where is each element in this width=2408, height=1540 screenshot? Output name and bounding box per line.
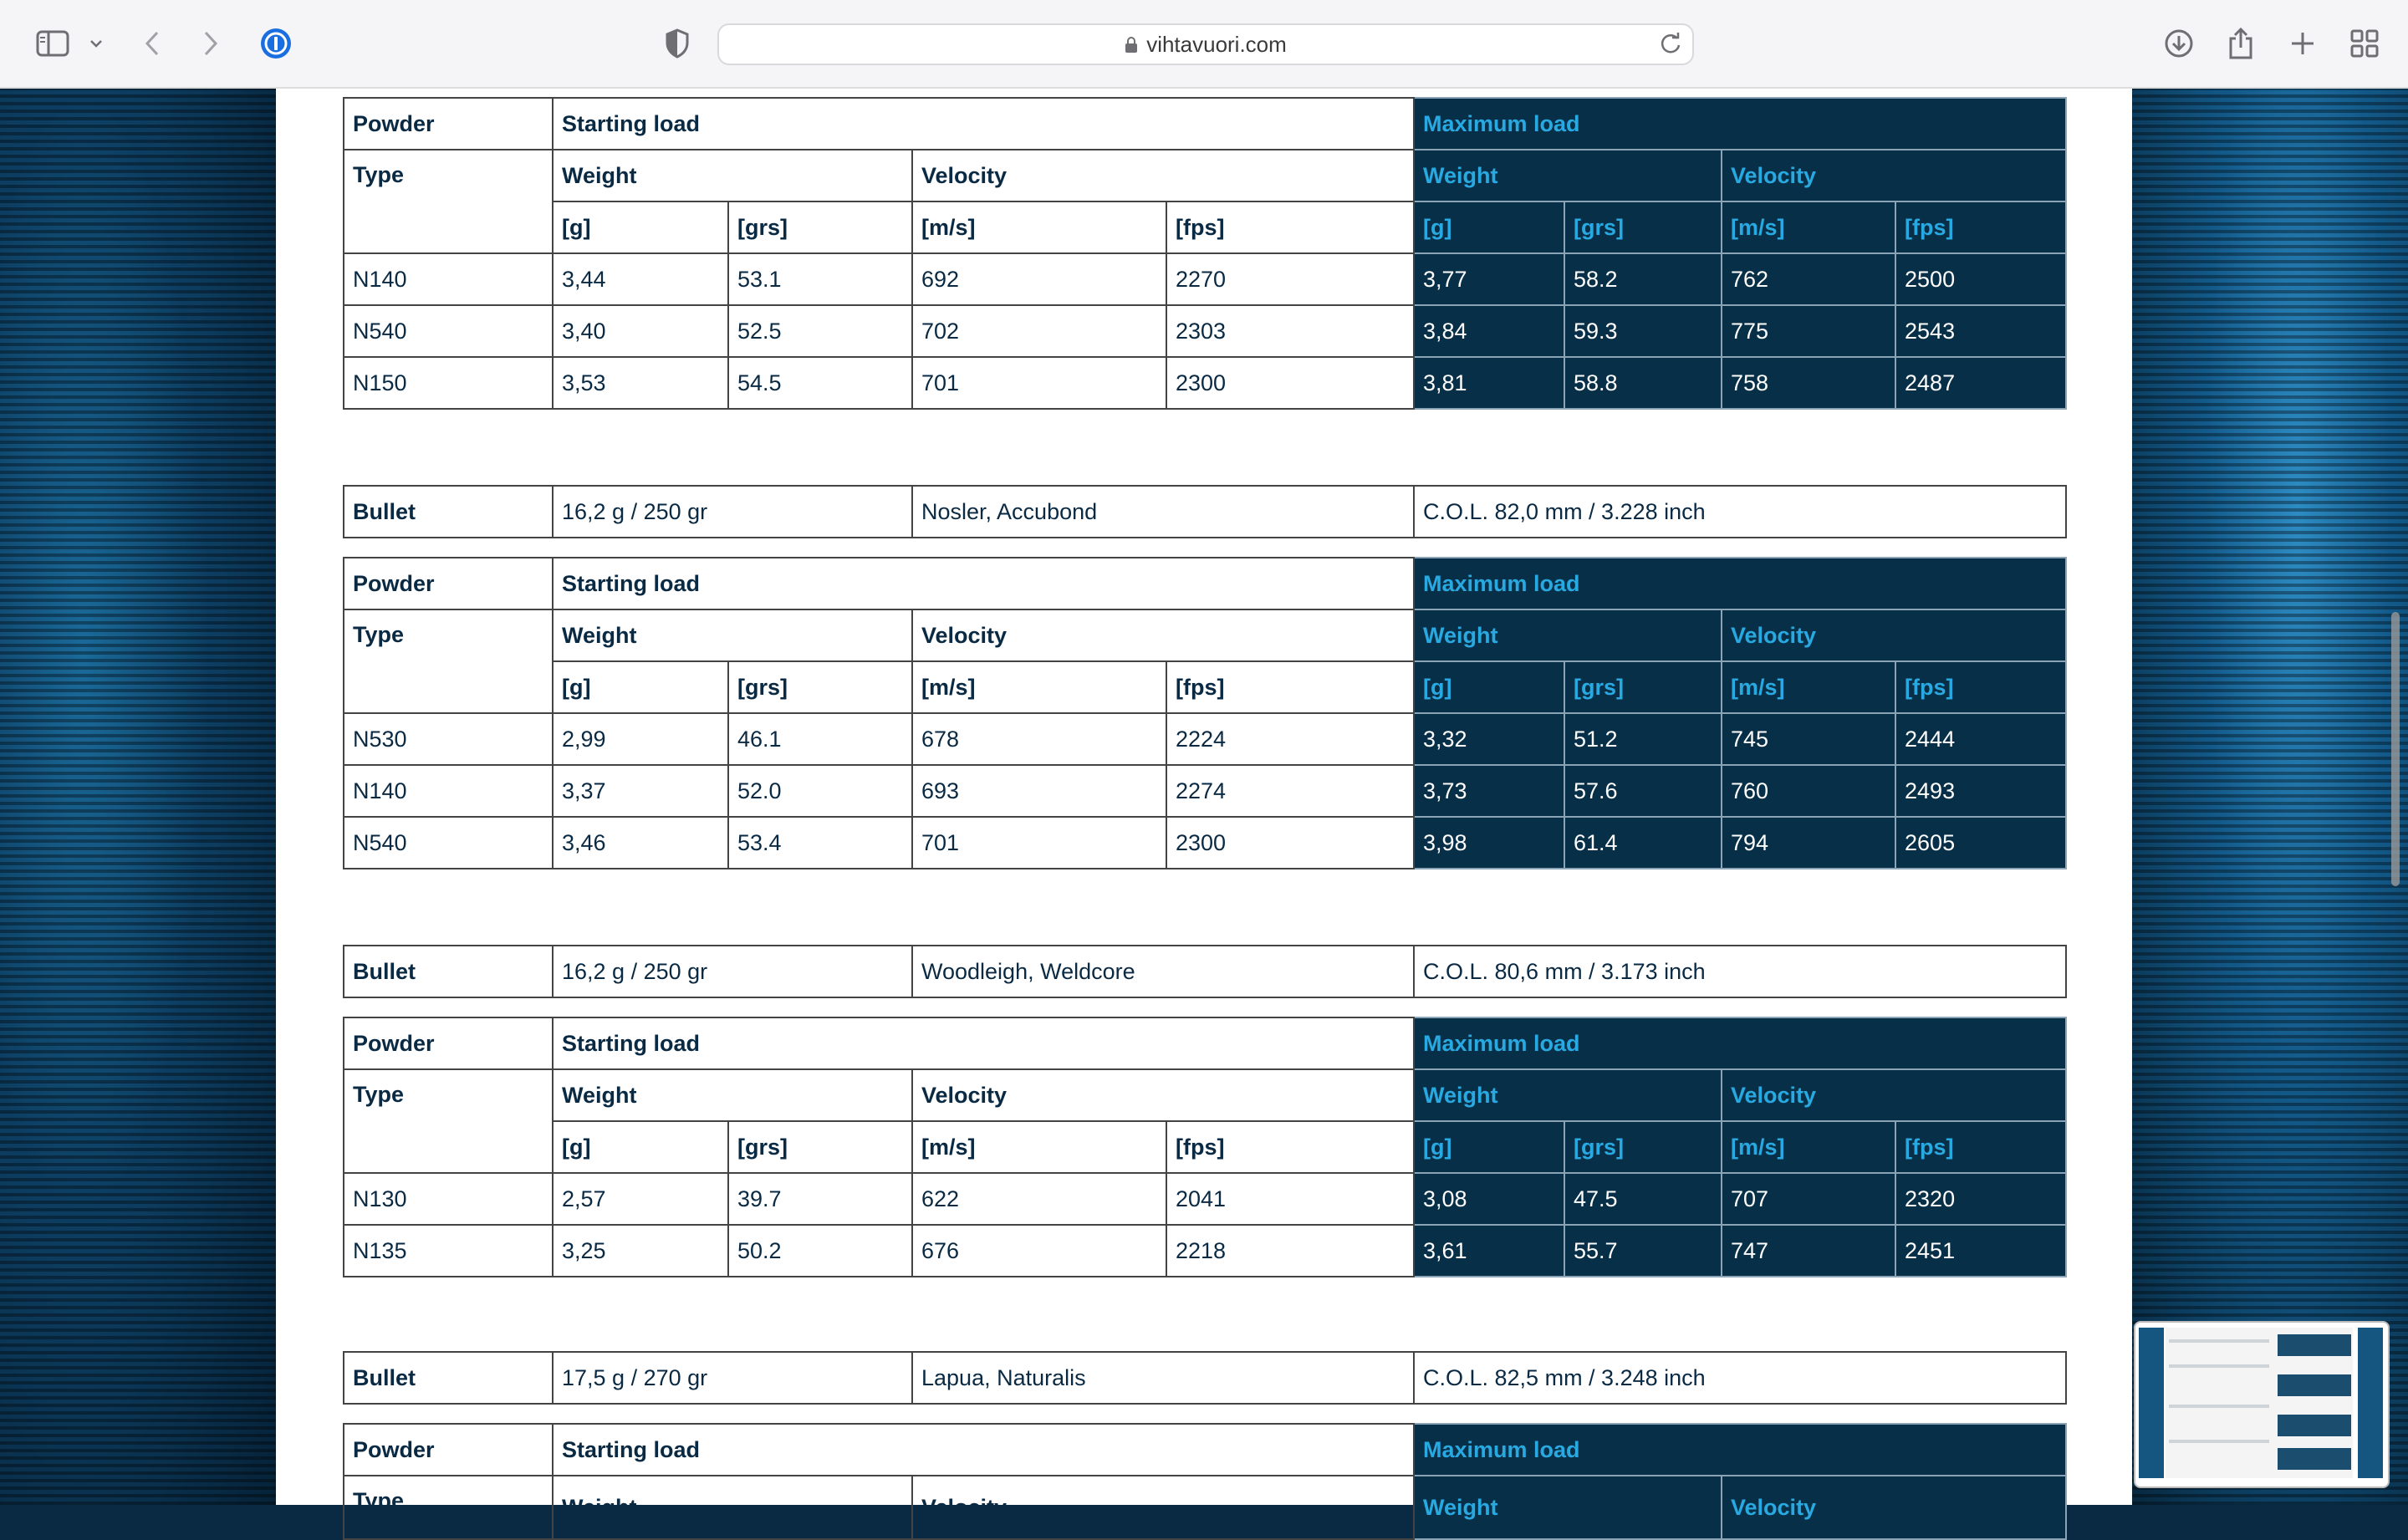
max-unit-ms: [m/s] bbox=[1722, 1121, 1895, 1173]
background-image-right bbox=[2132, 87, 2408, 1505]
max-velocity-ms: 762 bbox=[1722, 253, 1895, 305]
max-velocity-ms: 794 bbox=[1722, 817, 1895, 869]
start-velocity-fps: 2300 bbox=[1166, 357, 1414, 409]
unit-g: [g] bbox=[553, 1121, 728, 1173]
start-velocity-fps: 2303 bbox=[1166, 305, 1414, 357]
start-velocity-ms: 676 bbox=[912, 1225, 1166, 1277]
back-arrow-icon[interactable] bbox=[135, 22, 169, 65]
address-bar[interactable] bbox=[717, 23, 1694, 65]
start-velocity-ms: 702 bbox=[912, 305, 1166, 357]
max-unit-fps: [fps] bbox=[1895, 1121, 2066, 1173]
weight-header: Weight bbox=[553, 1476, 912, 1539]
max-weight-grs: 59.3 bbox=[1564, 305, 1722, 357]
unit-fps: [fps] bbox=[1166, 661, 1414, 713]
start-weight-g: 3,25 bbox=[553, 1225, 728, 1277]
max-velocity-fps: 2444 bbox=[1895, 713, 2066, 765]
thumbnail-table-block bbox=[2278, 1448, 2351, 1470]
thumbnail-bg-right bbox=[2358, 1328, 2383, 1478]
weight-header: Weight bbox=[553, 150, 912, 201]
page-content bbox=[276, 87, 2132, 1520]
powder-type: N530 bbox=[344, 713, 553, 765]
powder-header: Powder bbox=[344, 1424, 553, 1476]
page-scrollbar[interactable] bbox=[2391, 612, 2400, 886]
thumbnail-row bbox=[2169, 1339, 2269, 1343]
thumbnail-bg-left bbox=[2139, 1328, 2164, 1478]
start-velocity-ms: 692 bbox=[912, 253, 1166, 305]
start-weight-grs: 53.4 bbox=[728, 817, 912, 869]
maximum-load-header: Maximum load bbox=[1414, 558, 2066, 609]
type-header: Type bbox=[344, 1069, 553, 1173]
powder-type: N540 bbox=[344, 305, 553, 357]
start-weight-grs: 52.5 bbox=[728, 305, 912, 357]
start-weight-g: 3,46 bbox=[553, 817, 728, 869]
max-weight-g: 3,98 bbox=[1414, 817, 1564, 869]
unit-ms: [m/s] bbox=[912, 1121, 1166, 1173]
max-weight-grs: 57.6 bbox=[1564, 765, 1722, 817]
lock-icon bbox=[1125, 27, 1138, 65]
privacy-shield-icon[interactable] bbox=[661, 22, 694, 65]
velocity-header: Velocity bbox=[912, 150, 1414, 201]
max-velocity-fps: 2500 bbox=[1895, 253, 2066, 305]
table-row bbox=[344, 253, 2066, 305]
type-header: Type bbox=[344, 150, 553, 253]
starting-load-header: Starting load bbox=[553, 1424, 1414, 1476]
max-velocity-fps: 2320 bbox=[1895, 1173, 2066, 1225]
type-header: Type bbox=[344, 1476, 553, 1539]
unit-fps: [fps] bbox=[1166, 201, 1414, 253]
tab-overview-icon[interactable] bbox=[2346, 22, 2383, 65]
thumbnail-row bbox=[2169, 1364, 2269, 1368]
max-weight-header: Weight bbox=[1414, 609, 1722, 661]
table-row bbox=[344, 817, 2066, 869]
thumbnail-row bbox=[2169, 1405, 2269, 1408]
max-unit-ms: [m/s] bbox=[1722, 661, 1895, 713]
bullet-label: Bullet bbox=[344, 486, 553, 538]
start-velocity-fps: 2274 bbox=[1166, 765, 1414, 817]
unit-ms: [m/s] bbox=[912, 661, 1166, 713]
bullet-label: Bullet bbox=[344, 946, 553, 997]
load-data-table bbox=[343, 1423, 2067, 1540]
velocity-header: Velocity bbox=[912, 609, 1414, 661]
powder-type: N140 bbox=[344, 765, 553, 817]
weight-header: Weight bbox=[553, 1069, 912, 1121]
bullet-info-table bbox=[343, 945, 2067, 998]
bullet-label: Bullet bbox=[344, 1352, 553, 1404]
max-weight-g: 3,32 bbox=[1414, 713, 1564, 765]
table-row bbox=[344, 1225, 2066, 1277]
thumbnail-row bbox=[2169, 1440, 2269, 1443]
start-weight-grs: 54.5 bbox=[728, 357, 912, 409]
max-unit-g: [g] bbox=[1414, 1121, 1564, 1173]
bullet-info-table bbox=[343, 1351, 2067, 1405]
new-tab-plus-icon[interactable] bbox=[2284, 22, 2321, 65]
powder-type: N150 bbox=[344, 357, 553, 409]
max-weight-header: Weight bbox=[1414, 1069, 1722, 1121]
starting-load-header: Starting load bbox=[553, 98, 1414, 150]
bullet-weight: 16,2 g / 250 gr bbox=[553, 946, 912, 997]
max-velocity-ms: 760 bbox=[1722, 765, 1895, 817]
url-text: vihtavuori.com bbox=[1146, 32, 1287, 57]
start-weight-grs: 39.7 bbox=[728, 1173, 912, 1225]
start-weight-g: 2,99 bbox=[553, 713, 728, 765]
max-velocity-ms: 758 bbox=[1722, 357, 1895, 409]
max-velocity-fps: 2451 bbox=[1895, 1225, 2066, 1277]
sidebar-toggle-icon[interactable] bbox=[32, 22, 74, 65]
maximum-load-header: Maximum load bbox=[1414, 1424, 2066, 1476]
max-unit-ms: [m/s] bbox=[1722, 201, 1895, 253]
load-data-table bbox=[343, 97, 2067, 410]
start-weight-grs: 50.2 bbox=[728, 1225, 912, 1277]
start-weight-g: 3,53 bbox=[553, 357, 728, 409]
maximum-load-header: Maximum load bbox=[1414, 1017, 2066, 1069]
unit-grs: [grs] bbox=[728, 1121, 912, 1173]
starting-load-header: Starting load bbox=[553, 558, 1414, 609]
start-velocity-fps: 2270 bbox=[1166, 253, 1414, 305]
max-velocity-header: Velocity bbox=[1722, 609, 2066, 661]
thumbnail-table-block bbox=[2278, 1334, 2351, 1356]
chevron-down-icon[interactable] bbox=[84, 22, 109, 65]
powder-type: N140 bbox=[344, 253, 553, 305]
load-data-table bbox=[343, 557, 2067, 869]
table-row bbox=[344, 305, 2066, 357]
unit-g: [g] bbox=[553, 661, 728, 713]
start-velocity-fps: 2300 bbox=[1166, 817, 1414, 869]
thumbnail-table-block bbox=[2278, 1415, 2351, 1436]
max-weight-g: 3,73 bbox=[1414, 765, 1564, 817]
bullet-col: C.O.L. 80,6 mm / 3.173 inch bbox=[1414, 946, 2066, 997]
unit-grs: [grs] bbox=[728, 201, 912, 253]
password-manager-icon[interactable] bbox=[258, 22, 294, 65]
table-row bbox=[344, 765, 2066, 817]
start-velocity-ms: 701 bbox=[912, 357, 1166, 409]
max-velocity-ms: 707 bbox=[1722, 1173, 1895, 1225]
max-weight-grs: 55.7 bbox=[1564, 1225, 1722, 1277]
max-velocity-fps: 2543 bbox=[1895, 305, 2066, 357]
powder-header: Powder bbox=[344, 1017, 553, 1069]
start-weight-g: 3,44 bbox=[553, 253, 728, 305]
max-unit-grs: [grs] bbox=[1564, 1121, 1722, 1173]
unit-g: [g] bbox=[553, 201, 728, 253]
max-unit-fps: [fps] bbox=[1895, 661, 2066, 713]
bullet-weight: 16,2 g / 250 gr bbox=[553, 486, 912, 538]
max-weight-g: 3,84 bbox=[1414, 305, 1564, 357]
start-velocity-ms: 678 bbox=[912, 713, 1166, 765]
max-velocity-fps: 2487 bbox=[1895, 357, 2066, 409]
start-weight-g: 3,37 bbox=[553, 765, 728, 817]
max-unit-fps: [fps] bbox=[1895, 201, 2066, 253]
download-icon[interactable] bbox=[2161, 22, 2197, 65]
bullet-name: Nosler, Accubond bbox=[912, 486, 1414, 538]
powder-header: Powder bbox=[344, 98, 553, 150]
table-row bbox=[344, 1173, 2066, 1225]
weight-header: Weight bbox=[553, 609, 912, 661]
unit-ms: [m/s] bbox=[912, 201, 1166, 253]
background-image-left bbox=[0, 87, 276, 1505]
max-velocity-header: Velocity bbox=[1722, 150, 2066, 201]
velocity-header: Velocity bbox=[912, 1069, 1414, 1121]
type-header: Type bbox=[344, 609, 553, 713]
forward-arrow-icon[interactable] bbox=[194, 22, 227, 65]
powder-type: N540 bbox=[344, 817, 553, 869]
max-weight-g: 3,81 bbox=[1414, 357, 1564, 409]
bullet-col: C.O.L. 82,5 mm / 3.248 inch bbox=[1414, 1352, 2066, 1404]
max-velocity-ms: 775 bbox=[1722, 305, 1895, 357]
maximum-load-header: Maximum load bbox=[1414, 98, 2066, 150]
starting-load-header: Starting load bbox=[553, 1017, 1414, 1069]
bullet-weight: 17,5 g / 270 gr bbox=[553, 1352, 912, 1404]
max-weight-g: 3,61 bbox=[1414, 1225, 1564, 1277]
reload-icon[interactable] bbox=[1659, 32, 1682, 59]
page-thumbnail-preview[interactable] bbox=[2134, 1321, 2390, 1488]
max-velocity-ms: 747 bbox=[1722, 1225, 1895, 1277]
max-velocity-header: Velocity bbox=[1722, 1476, 2066, 1539]
max-weight-header: Weight bbox=[1414, 150, 1722, 201]
start-weight-grs: 46.1 bbox=[728, 713, 912, 765]
unit-fps: [fps] bbox=[1166, 1121, 1414, 1173]
max-weight-grs: 58.2 bbox=[1564, 253, 1722, 305]
start-weight-g: 2,57 bbox=[553, 1173, 728, 1225]
table-row bbox=[344, 713, 2066, 765]
powder-type: N135 bbox=[344, 1225, 553, 1277]
start-weight-grs: 52.0 bbox=[728, 765, 912, 817]
max-unit-g: [g] bbox=[1414, 661, 1564, 713]
bullet-info-table bbox=[343, 485, 2067, 538]
max-velocity-fps: 2605 bbox=[1895, 817, 2066, 869]
max-unit-g: [g] bbox=[1414, 201, 1564, 253]
bullet-col: C.O.L. 82,0 mm / 3.228 inch bbox=[1414, 486, 2066, 538]
start-velocity-fps: 2224 bbox=[1166, 713, 1414, 765]
start-velocity-ms: 622 bbox=[912, 1173, 1166, 1225]
max-velocity-header: Velocity bbox=[1722, 1069, 2066, 1121]
start-velocity-ms: 701 bbox=[912, 817, 1166, 869]
start-velocity-fps: 2218 bbox=[1166, 1225, 1414, 1277]
start-weight-g: 3,40 bbox=[553, 305, 728, 357]
max-weight-header: Weight bbox=[1414, 1476, 1722, 1539]
start-weight-grs: 53.1 bbox=[728, 253, 912, 305]
bullet-name: Lapua, Naturalis bbox=[912, 1352, 1414, 1404]
powder-type: N130 bbox=[344, 1173, 553, 1225]
thumbnail-table-block bbox=[2278, 1374, 2351, 1396]
table-row bbox=[344, 357, 2066, 409]
bullet-name: Woodleigh, Weldcore bbox=[912, 946, 1414, 997]
max-velocity-ms: 745 bbox=[1722, 713, 1895, 765]
max-weight-grs: 47.5 bbox=[1564, 1173, 1722, 1225]
max-weight-grs: 58.8 bbox=[1564, 357, 1722, 409]
max-weight-grs: 61.4 bbox=[1564, 817, 1722, 869]
start-velocity-fps: 2041 bbox=[1166, 1173, 1414, 1225]
max-weight-grs: 51.2 bbox=[1564, 713, 1722, 765]
unit-grs: [grs] bbox=[728, 661, 912, 713]
share-icon[interactable] bbox=[2222, 22, 2259, 65]
velocity-header: Velocity bbox=[912, 1476, 1414, 1539]
powder-header: Powder bbox=[344, 558, 553, 609]
load-data-table bbox=[343, 1017, 2067, 1277]
max-unit-grs: [grs] bbox=[1564, 661, 1722, 713]
start-velocity-ms: 693 bbox=[912, 765, 1166, 817]
max-velocity-fps: 2493 bbox=[1895, 765, 2066, 817]
max-unit-grs: [grs] bbox=[1564, 201, 1722, 253]
max-weight-g: 3,77 bbox=[1414, 253, 1564, 305]
browser-toolbar bbox=[0, 0, 2408, 89]
max-weight-g: 3,08 bbox=[1414, 1173, 1564, 1225]
